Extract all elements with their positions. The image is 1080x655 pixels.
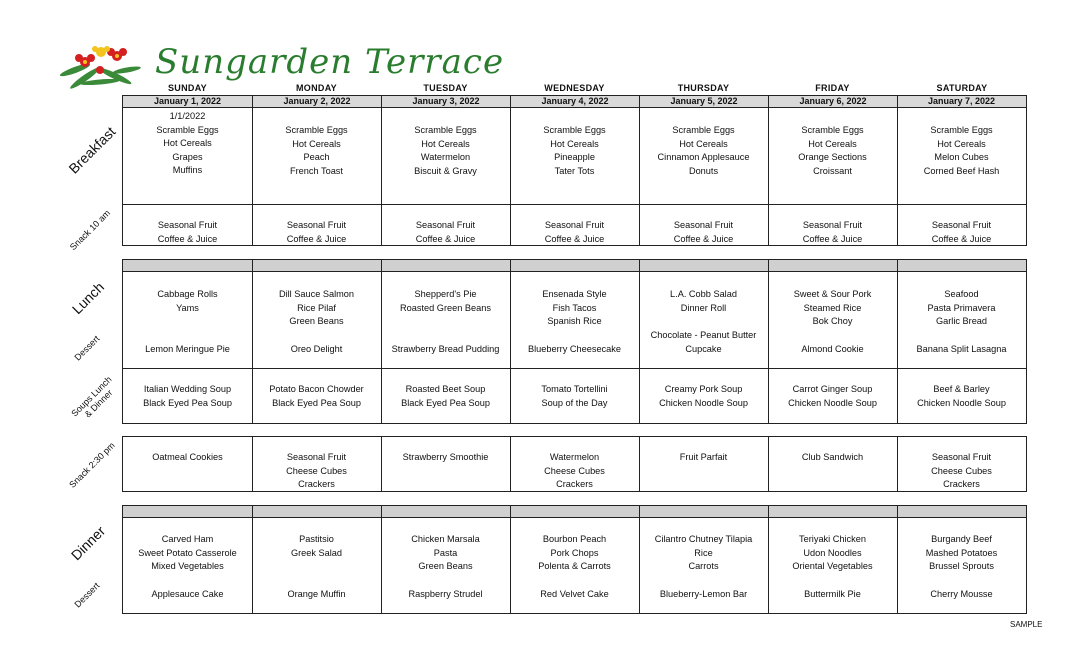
snack-am-cell: Seasonal Fruit Coffee & Juice [415,220,476,244]
lunch-dessert-cell: Almond Cookie [801,344,864,354]
lunch-dessert-cell: Blueberry Cheesecake [528,344,621,354]
lunch-dessert-cell: Chocolate - Peanut Butter Cupcake [650,330,757,354]
dinner-dessert-cell: Red Velvet Cake [540,589,609,599]
soup-cell: Roasted Beet Soup Black Eyed Pea Soup [401,384,490,408]
label-dinner-dessert: Dessert [72,580,102,610]
breakfast-cell: 1/1/2022 Scramble Eggs Hot Cereals Grapes Muffins [156,111,219,176]
lunch-cell: L.A. Cobb Salad Dinner Roll [670,289,737,313]
snack-pm-cell: Oatmeal Cookies [152,452,223,462]
lunch-dessert-cell: Lemon Meringue Pie [145,344,230,354]
soup-cell: Beef & Barley Chicken Noodle Soup [917,384,1006,408]
snack-am-cell: Seasonal Fruit Coffee & Juice [157,220,218,244]
date-cell: January 2, 2022 [252,96,381,107]
date-cell: January 6, 2022 [768,96,897,107]
date-cell: January 5, 2022 [639,96,768,107]
dinner-dessert-cell: Blueberry-Lemon Bar [659,589,748,599]
soup-cell: Italian Wedding Soup Black Eyed Pea Soup [143,384,232,408]
snack-pm-cell: Seasonal Fruit Cheese Cubes Crackers [286,452,347,490]
lunch-dessert-cell: Banana Split Lasagna [916,344,1007,354]
date-cell: January 7, 2022 [897,96,1025,107]
label-snack-am: Snack 10 am [67,207,113,253]
lunch-cell: Dill Sauce Salmon Rice Pilaf Green Beans [278,289,355,327]
date-cell: January 1, 2022 [153,96,222,106]
dinner-dessert-cell: Cherry Mousse [930,589,993,599]
dinner-block [122,517,1027,614]
breakfast-cell: Scramble Eggs Hot Cereals Orange Sections Croissant [798,125,867,176]
day-header-thursday: THURSDAY [677,83,730,93]
label-soups: Soups Lunch & Dinner [69,374,115,420]
lunch-cell: Ensenada Style Fish Tacos Spanish Rice [542,289,607,327]
date-cell: January 3, 2022 [381,96,510,107]
dinner-dessert-cell: Orange Muffin [287,589,346,599]
soup-cell: Creamy Pork Soup Chicken Noodle Soup [659,384,748,408]
lunch-cell: Shepperd's Pie Roasted Green Beans [400,289,491,313]
divider [123,368,1026,369]
dinner-cell: Pastitsio Greek Salad [290,534,343,558]
dinner-dessert-cell: Applesauce Cake [151,589,224,599]
day-header-tuesday: TUESDAY [423,83,468,93]
snack-pm-block [122,436,1027,492]
label-lunch: Lunch [68,278,108,318]
day-header-wednesday: WEDNESDAY [544,83,605,93]
divider [123,204,1026,205]
brand-name: Sungarden Terrace [155,42,505,82]
snack-pm-cell: Seasonal Fruit Cheese Cubes Crackers [931,452,992,490]
dinner-cell: Teriyaki Chicken Udon Noodles Oriental Vegetables [792,534,873,572]
breakfast-cell: Scramble Eggs Hot Cereals Melon Cubes Corned Beef Hash [923,125,1000,176]
snack-pm-cell: Strawberry Smoothie [402,452,489,462]
dinner-dessert-cell: Buttermilk Pie [804,589,861,599]
label-lunch-dessert: Dessert [72,333,102,363]
dinner-cell: Chicken Marsala Pasta Green Beans [411,534,480,572]
soup-cell: Potato Bacon Chowder Black Eyed Pea Soup [269,384,364,408]
soup-cell: Carrot Ginger Soup Chicken Noodle Soup [788,384,877,408]
soup-cell: Tomato Tortellini Soup of the Day [541,384,608,408]
dinner-cell: Cilantro Chutney Tilapia Rice Carrots [654,534,753,572]
lunch-block [122,271,1027,424]
snack-pm-cell: Club Sandwich [801,452,864,462]
snack-am-cell: Seasonal Fruit Coffee & Juice [673,220,734,244]
breakfast-cell: Scramble Eggs Hot Cereals Pineapple Tater Tots [543,125,606,176]
snack-pm-cell: Watermelon Cheese Cubes Crackers [544,452,605,490]
snack-am-cell: Seasonal Fruit Coffee & Juice [802,220,863,244]
date-cell: January 4, 2022 [510,96,639,107]
breakfast-block [122,107,1027,246]
dinner-cell: Bourbon Peach Pork Chops Polenta & Carrots [538,534,611,572]
breakfast-cell: Scramble Eggs Hot Cereals Watermelon Biscuit & Gravy [414,125,477,176]
snack-pm-cell: Fruit Parfait [679,452,728,462]
snack-am-cell: Seasonal Fruit Coffee & Juice [931,220,992,244]
lunch-cell: Sweet & Sour Pork Steamed Rice Bok Choy [793,289,872,327]
label-breakfast: Breakfast [65,123,119,177]
breakfast-cell: Scramble Eggs Hot Cereals Peach French Toast [285,125,348,176]
dinner-cell: Carved Ham Sweet Potato Casserole Mixed Vegetables [138,534,237,572]
day-header-monday: MONDAY [296,83,337,93]
lunch-cell: Cabbage Rolls Yams [157,289,218,313]
lunch-dessert-cell: Oreo Delight [290,344,343,354]
dinner-cell: Burgandy Beef Mashed Potatoes Brussel Sprouts [925,534,998,572]
label-snack-pm: Snack 2:30 pm [67,440,117,490]
lunch-cell: Seafood Pasta Primavera Garlic Bread [927,289,996,327]
dinner-dessert-cell: Raspberry Strudel [408,589,483,599]
snack-am-cell: Seasonal Fruit Coffee & Juice [544,220,605,244]
day-header-friday: FRIDAY [815,83,850,93]
sample-watermark: SAMPLE [1010,620,1043,629]
breakfast-cell: Scramble Eggs Hot Cereals Cinnamon Applesauce Donuts [657,125,750,176]
lunch-dessert-cell: Strawberry Bread Pudding [391,344,500,354]
snack-am-cell: Seasonal Fruit Coffee & Juice [286,220,347,244]
day-header-sunday: SUNDAY [168,83,207,93]
day-header-saturday: SATURDAY [936,83,988,93]
label-dinner: Dinner [67,522,109,564]
